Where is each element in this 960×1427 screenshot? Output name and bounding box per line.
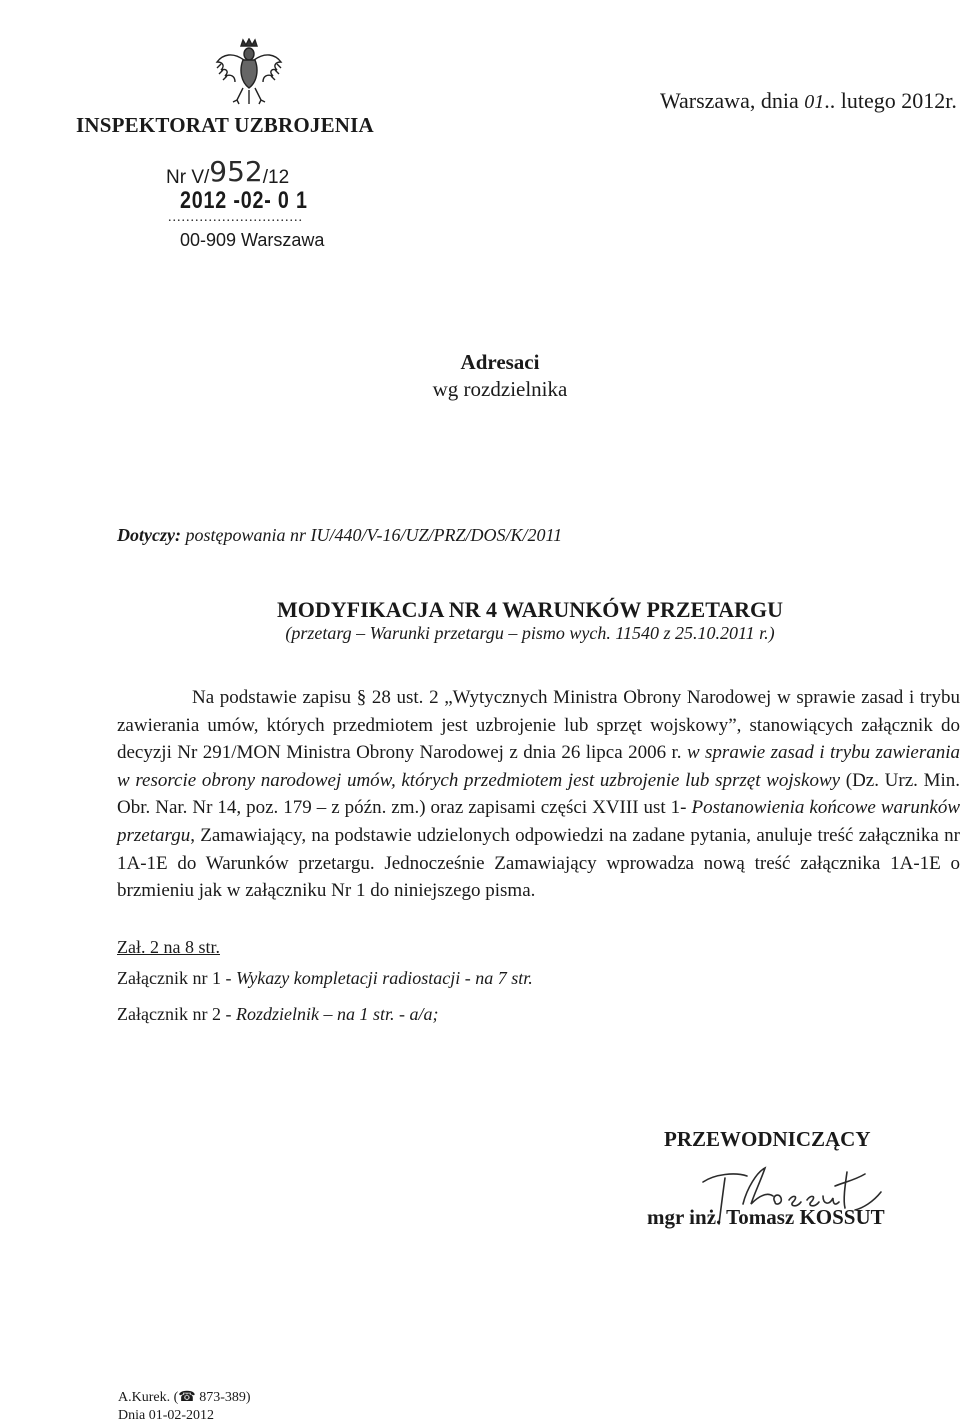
- subject-text: postępowania nr IU/440/V-16/UZ/PRZ/DOS/K/2011: [180, 525, 563, 545]
- reference-prefix: Nr V/: [166, 167, 210, 188]
- attachment-2-desc: Rozdzielnik – na 1 str. - a/a;: [235, 1004, 439, 1024]
- reference-handwritten-number: 952: [209, 155, 263, 188]
- body-italic-1: w sprawie zasad i trybu zawierania w resorcie obrony narodowej umów, których przedmiotem jest uzbrojenie lub sprzęt wojskowy: [117, 742, 960, 791]
- place-suffix: .. lutego 2012r.: [824, 88, 957, 113]
- author-contact: A.Kurek. (☎ 873-389): [118, 1390, 251, 1405]
- subject-label: Dotyczy:: [117, 525, 181, 545]
- attachment-2-prefix: Załącznik nr 2 -: [117, 1004, 236, 1024]
- handwritten-day: 01: [804, 91, 825, 113]
- addressee-subtitle: wg rozdzielnika: [432, 377, 568, 401]
- reference-suffix: /12: [262, 167, 290, 188]
- addressee-title: Adresaci: [460, 350, 540, 374]
- modification-subtitle: (przetarg – Warunki przetargu – pismo wych. 11540 z 25.10.2011 r.): [285, 623, 775, 643]
- date-stamp: 2012 -02- 0 1: [180, 187, 308, 214]
- attachment-2: [117, 1004, 438, 1025]
- footer-date: Dnia 01-02-2012: [118, 1408, 215, 1423]
- attachment-1: [117, 968, 533, 989]
- subject-line: [117, 525, 562, 546]
- body-text-2: (Dz. Urz. Min. Obr. Nar. Nr 14, poz. 179 – z późn. zm.) oraz zapisami części XVIII ust 1-: [117, 769, 960, 819]
- signatory-name: mgr inż. Tomasz KOSSUT: [647, 1205, 885, 1229]
- dotted-line: ..............................: [168, 210, 303, 225]
- attachment-1-prefix: Załącznik nr 1 -: [117, 968, 236, 988]
- place-and-date: [660, 88, 957, 114]
- attachment-count: Zał. 2 na 8 str.: [117, 937, 220, 957]
- attachment-1-desc: Wykazy kompletacji radiostacji - na 7 str.: [235, 968, 533, 988]
- body-text-3: , Zamawiający, na podstawie udzielonych odpowiedzi na zadane pytania, anuluje treść załącznika nr 1A-1E do Warunków przetargu. Jednocześnie Zamawiający wprowadza nową treść załącznika 1A-1E o brzmieniu jak w załączniku Nr 1 do niniejszego pisma.: [117, 824, 960, 902]
- modification-title: MODYFIKACJA NR 4 WARUNKÓW PRZETARGU: [276, 597, 784, 622]
- body-paragraph: [117, 684, 960, 905]
- postal-address: 00-909 Warszawa: [180, 230, 325, 250]
- polish-eagle-emblem-icon: [213, 38, 285, 106]
- reference-number: [166, 157, 289, 190]
- institution-name: INSPEKTORAT UZBROJENIA: [76, 113, 374, 137]
- body-italic-2: Postanowienia końcowe warunków przetargu: [117, 797, 960, 846]
- signatory-role: PRZEWODNICZĄCY: [664, 1127, 871, 1151]
- body-text-1: Na podstawie zapisu § 28 ust. 2 „Wytycznych Ministra Obrony Narodowej w sprawie zasad i trybu zawierania umów, których przedmiotem jest uzbrojenie lub sprzęt wojskowy”, stanowiących załącznik do decyzji Nr 291/MON Ministra Obrony Narodowej z dnia 26 lipca 2006 r.: [117, 687, 960, 764]
- place-prefix: Warszawa, dnia: [660, 88, 805, 113]
